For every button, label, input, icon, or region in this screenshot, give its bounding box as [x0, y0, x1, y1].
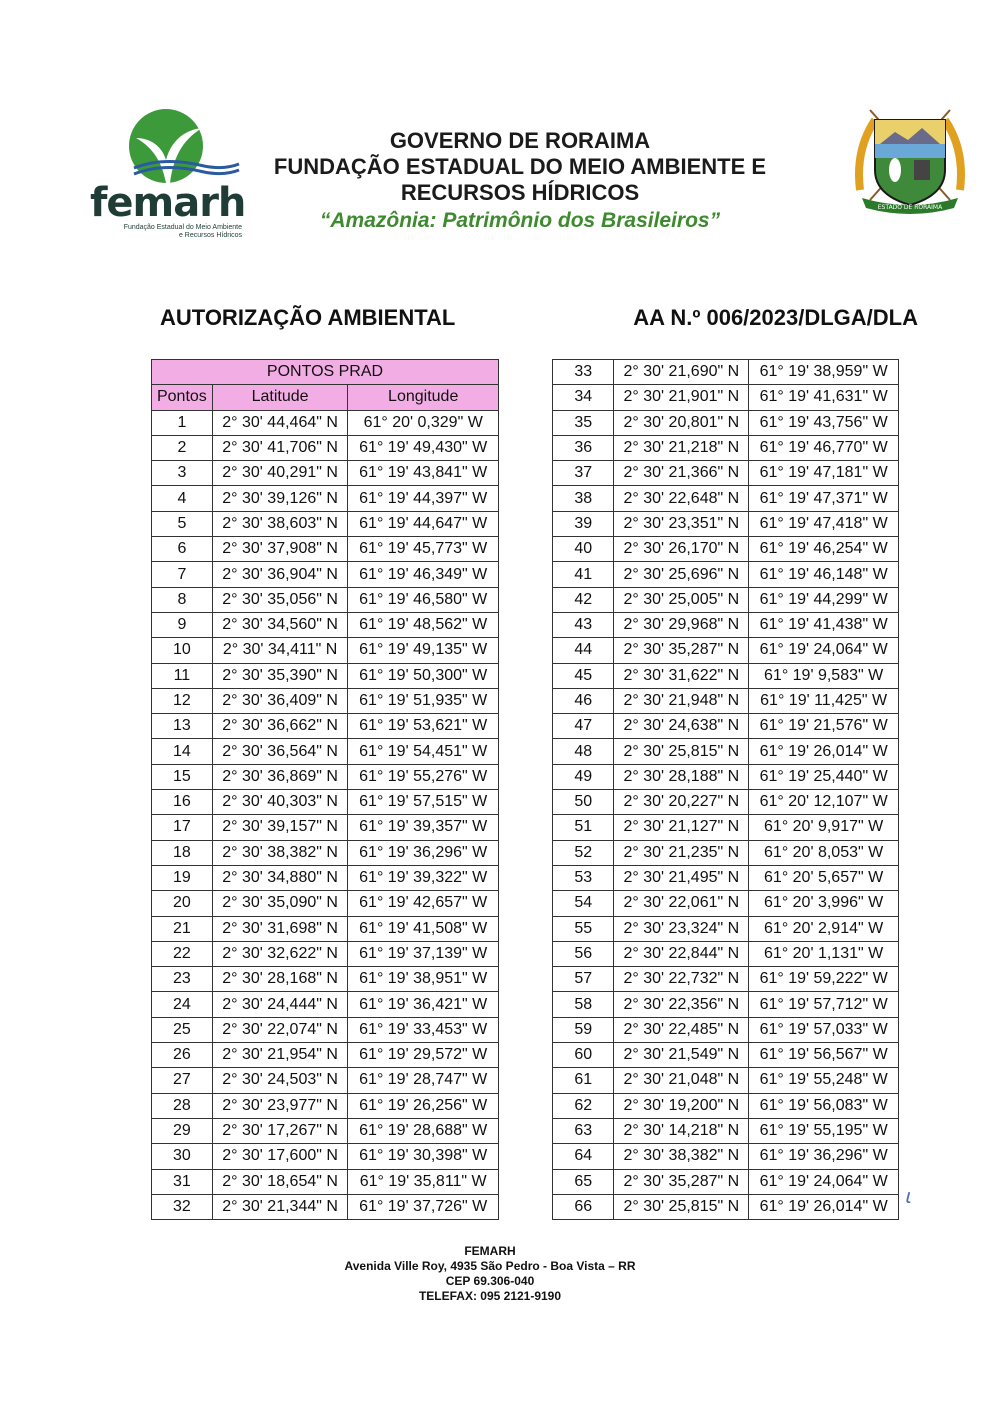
table-row: [553, 1194, 899, 1219]
coordinates-table-right: [552, 359, 899, 1220]
latitude-cell: 2° 30' 38,382" N: [614, 1144, 749, 1169]
longitude-cell: 61° 19' 59,222" W: [749, 967, 899, 992]
longitude-cell: 61° 19' 47,418" W: [749, 511, 899, 536]
table-row: [553, 435, 899, 460]
point-number-cell: 57: [553, 967, 614, 992]
table-row: [152, 916, 499, 941]
handwritten-initial-mark: ꙇ: [904, 1186, 911, 1208]
point-number-cell: 36: [553, 435, 614, 460]
table-row: [152, 1194, 499, 1219]
longitude-cell: 61° 19' 36,296" W: [348, 840, 499, 865]
point-number-cell: 13: [152, 714, 213, 739]
table-row: [553, 562, 899, 587]
table-row: [553, 891, 899, 916]
latitude-cell: 2° 30' 20,227" N: [614, 790, 749, 815]
table-row: [152, 587, 499, 612]
logo-wordmark: femarh: [90, 180, 246, 226]
longitude-cell: 61° 19' 39,357" W: [348, 815, 499, 840]
header-line1: GOVERNO DE RORAIMA: [389, 128, 651, 153]
table-row: [152, 1093, 499, 1118]
latitude-cell: 2° 30' 21,218" N: [614, 435, 749, 460]
latitude-cell: 2° 30' 35,056" N: [212, 587, 348, 612]
longitude-cell: 61° 19' 54,451" W: [348, 739, 499, 764]
latitude-cell: 2° 30' 21,127" N: [614, 815, 749, 840]
point-number-cell: 27: [152, 1068, 213, 1093]
point-number-cell: 20: [152, 891, 213, 916]
point-number-cell: 6: [152, 537, 213, 562]
longitude-cell: 61° 19' 57,033" W: [749, 1017, 899, 1042]
point-number-cell: 59: [553, 1017, 614, 1042]
latitude-cell: 2° 30' 22,485" N: [614, 1017, 749, 1042]
logo-subtitle: [90, 224, 242, 240]
longitude-cell: 61° 19' 56,083" W: [749, 1093, 899, 1118]
point-number-cell: 32: [152, 1194, 213, 1219]
footer-address: Avenida Ville Roy, 4935 São Pedro - Boa Vista – RR: [344, 1259, 636, 1273]
latitude-cell: 2° 30' 40,303" N: [212, 790, 348, 815]
longitude-cell: 61° 19' 35,811" W: [348, 1169, 499, 1194]
latitude-cell: 2° 30' 25,696" N: [614, 562, 749, 587]
longitude-cell: 61° 20' 3,996" W: [749, 891, 899, 916]
latitude-cell: 2° 30' 34,880" N: [212, 865, 348, 890]
table-row: [553, 1093, 899, 1118]
table-row: [152, 1144, 499, 1169]
point-number-cell: 61: [553, 1068, 614, 1093]
point-number-cell: 31: [152, 1169, 213, 1194]
table-row: [553, 638, 899, 663]
point-number-cell: 46: [553, 688, 614, 713]
longitude-cell: 61° 19' 42,657" W: [348, 891, 499, 916]
point-number-cell: 21: [152, 916, 213, 941]
table-row: [152, 1043, 499, 1068]
longitude-cell: 61° 19' 37,139" W: [348, 941, 499, 966]
table-row: [553, 714, 899, 739]
longitude-cell: 61° 20' 8,053" W: [749, 840, 899, 865]
latitude-cell: 2° 30' 44,464" N: [212, 410, 348, 435]
table-row: [152, 967, 499, 992]
coordinates-table-left: [151, 359, 499, 1220]
table-row: [152, 739, 499, 764]
point-number-cell: 49: [553, 764, 614, 789]
latitude-cell: 2° 30' 23,351" N: [614, 511, 749, 536]
point-number-cell: 47: [553, 714, 614, 739]
latitude-cell: 2° 30' 38,603" N: [212, 511, 348, 536]
latitude-cell: 2° 30' 25,005" N: [614, 587, 749, 612]
latitude-cell: 2° 30' 20,801" N: [614, 410, 749, 435]
table-row: [152, 638, 499, 663]
latitude-cell: 2° 30' 21,495" N: [614, 865, 749, 890]
table-row: [152, 486, 499, 511]
longitude-cell: 61° 19' 30,398" W: [348, 1144, 499, 1169]
table-row: [553, 992, 899, 1017]
longitude-cell: 61° 19' 36,421" W: [348, 992, 499, 1017]
header-line2: FUNDAÇÃO ESTADUAL DO MEIO AMBIENTE E: [273, 154, 767, 179]
latitude-cell: 2° 30' 21,344" N: [212, 1194, 348, 1219]
latitude-cell: 2° 30' 35,090" N: [212, 891, 348, 916]
point-number-cell: 40: [553, 537, 614, 562]
latitude-cell: 2° 30' 35,390" N: [212, 663, 348, 688]
femarh-logo: [84, 108, 244, 243]
longitude-cell: 61° 19' 24,064" W: [749, 638, 899, 663]
latitude-cell: 2° 30' 32,622" N: [212, 941, 348, 966]
point-number-cell: 54: [553, 891, 614, 916]
longitude-cell: 61° 19' 26,014" W: [749, 1194, 899, 1219]
table-row: [152, 562, 499, 587]
point-number-cell: 52: [553, 840, 614, 865]
table-row: [553, 587, 899, 612]
table-row: [553, 1118, 899, 1143]
table-row: [152, 1017, 499, 1042]
table-row: [553, 764, 899, 789]
footer-org: FEMARH: [464, 1244, 516, 1258]
longitude-cell: 61° 20' 5,657" W: [749, 865, 899, 890]
latitude-cell: 2° 30' 36,564" N: [212, 739, 348, 764]
longitude-cell: 61° 19' 46,580" W: [348, 587, 499, 612]
point-number-cell: 24: [152, 992, 213, 1017]
header-motto: “Amazônia: Patrimônio dos Brasileiros”: [319, 209, 721, 232]
longitude-cell: 61° 19' 57,515" W: [348, 790, 499, 815]
table-row: [152, 1118, 499, 1143]
point-number-cell: 23: [152, 967, 213, 992]
table-row: [152, 1169, 499, 1194]
document-title: AUTORIZAÇÃO AMBIENTAL: [160, 305, 456, 330]
point-number-cell: 4: [152, 486, 213, 511]
latitude-cell: 2° 30' 37,908" N: [212, 537, 348, 562]
longitude-cell: 61° 20' 12,107" W: [749, 790, 899, 815]
document-number: AA N.º 006/2023/DLGA/DLA: [633, 305, 918, 330]
point-number-cell: 62: [553, 1093, 614, 1118]
point-number-cell: 45: [553, 663, 614, 688]
logo-subtitle-line2: e Recursos Hídricos: [178, 232, 242, 239]
table-row: [152, 461, 499, 486]
longitude-cell: 61° 20' 2,914" W: [749, 916, 899, 941]
longitude-cell: 61° 19' 43,756" W: [749, 410, 899, 435]
longitude-cell: 61° 19' 38,951" W: [348, 967, 499, 992]
longitude-cell: 61° 19' 9,583" W: [749, 663, 899, 688]
table-row: [553, 1144, 899, 1169]
point-number-cell: 1: [152, 410, 213, 435]
table-row: [553, 688, 899, 713]
longitude-cell: 61° 19' 24,064" W: [749, 1169, 899, 1194]
longitude-cell: 61° 19' 26,014" W: [749, 739, 899, 764]
header-line3: RECURSOS HÍDRICOS: [400, 180, 640, 205]
point-number-cell: 60: [553, 1043, 614, 1068]
table-row: [152, 790, 499, 815]
latitude-cell: 2° 30' 36,904" N: [212, 562, 348, 587]
logo-subtitle-line1: Fundação Estadual do Meio Ambiente: [123, 224, 242, 231]
footer-cep: CEP 69.306-040: [445, 1274, 535, 1288]
latitude-cell: 2° 30' 39,126" N: [212, 486, 348, 511]
table-row: [553, 916, 899, 941]
longitude-cell: 61° 19' 41,438" W: [749, 612, 899, 637]
table-row: [553, 790, 899, 815]
latitude-cell: 2° 30' 21,901" N: [614, 385, 749, 410]
point-number-cell: 55: [553, 916, 614, 941]
table-row: [152, 612, 499, 637]
longitude-cell: 61° 20' 1,131" W: [749, 941, 899, 966]
point-number-cell: 43: [553, 612, 614, 637]
state-crest-icon: [850, 100, 970, 220]
point-number-cell: 3: [152, 461, 213, 486]
table-row: [553, 511, 899, 536]
point-number-cell: 14: [152, 739, 213, 764]
table-row: [152, 840, 499, 865]
longitude-cell: 61° 19' 47,371" W: [749, 486, 899, 511]
point-number-cell: 12: [152, 688, 213, 713]
latitude-cell: 2° 30' 28,168" N: [212, 967, 348, 992]
longitude-cell: 61° 19' 37,726" W: [348, 1194, 499, 1219]
point-number-cell: 29: [152, 1118, 213, 1143]
table-row: [553, 840, 899, 865]
latitude-cell: 2° 30' 17,600" N: [212, 1144, 348, 1169]
longitude-cell: 61° 19' 41,508" W: [348, 916, 499, 941]
longitude-cell: 61° 19' 38,959" W: [749, 360, 899, 385]
point-number-cell: 28: [152, 1093, 213, 1118]
latitude-cell: 2° 30' 40,291" N: [212, 461, 348, 486]
table-caption: PONTOS PRAD: [152, 360, 499, 385]
latitude-cell: 2° 30' 39,157" N: [212, 815, 348, 840]
latitude-cell: 2° 30' 21,954" N: [212, 1043, 348, 1068]
latitude-cell: 2° 30' 24,503" N: [212, 1068, 348, 1093]
table-row: [152, 663, 499, 688]
latitude-cell: 2° 30' 36,869" N: [212, 764, 348, 789]
longitude-cell: 61° 19' 25,440" W: [749, 764, 899, 789]
point-number-cell: 50: [553, 790, 614, 815]
latitude-cell: 2° 30' 31,698" N: [212, 916, 348, 941]
table-row: [152, 815, 499, 840]
latitude-cell: 2° 30' 17,267" N: [212, 1118, 348, 1143]
point-number-cell: 41: [553, 562, 614, 587]
longitude-cell: 61° 19' 57,712" W: [749, 992, 899, 1017]
longitude-cell: 61° 19' 50,300" W: [348, 663, 499, 688]
latitude-cell: 2° 30' 22,356" N: [614, 992, 749, 1017]
point-number-cell: 53: [553, 865, 614, 890]
table-row: [553, 1043, 899, 1068]
latitude-cell: 2° 30' 21,048" N: [614, 1068, 749, 1093]
point-number-cell: 42: [553, 587, 614, 612]
latitude-cell: 2° 30' 21,366" N: [614, 461, 749, 486]
table-row: [553, 739, 899, 764]
longitude-cell: 61° 19' 55,276" W: [348, 764, 499, 789]
table-row: [553, 486, 899, 511]
longitude-cell: 61° 20' 0,329" W: [348, 410, 499, 435]
latitude-cell: 2° 30' 23,977" N: [212, 1093, 348, 1118]
leaf-logo-icon: [114, 108, 244, 188]
longitude-cell: 61° 19' 46,349" W: [348, 562, 499, 587]
header-text: [250, 128, 790, 236]
footer: [300, 1244, 680, 1304]
point-number-cell: 64: [553, 1144, 614, 1169]
latitude-cell: 2° 30' 25,815" N: [614, 1194, 749, 1219]
latitude-cell: 2° 30' 14,218" N: [614, 1118, 749, 1143]
latitude-cell: 2° 30' 22,074" N: [212, 1017, 348, 1042]
table-row: [553, 461, 899, 486]
point-number-cell: 44: [553, 638, 614, 663]
longitude-cell: 61° 19' 48,562" W: [348, 612, 499, 637]
table-row: [553, 1169, 899, 1194]
latitude-cell: 2° 30' 25,815" N: [614, 739, 749, 764]
point-number-cell: 26: [152, 1043, 213, 1068]
latitude-cell: 2° 30' 23,324" N: [614, 916, 749, 941]
longitude-cell: 61° 19' 53,621" W: [348, 714, 499, 739]
table-row: [152, 992, 499, 1017]
point-number-cell: 19: [152, 865, 213, 890]
table-row: [152, 865, 499, 890]
latitude-cell: 2° 30' 41,706" N: [212, 435, 348, 460]
latitude-cell: 2° 30' 21,948" N: [614, 688, 749, 713]
latitude-cell: 2° 30' 34,560" N: [212, 612, 348, 637]
point-number-cell: 9: [152, 612, 213, 637]
table-row: [553, 865, 899, 890]
latitude-cell: 2° 30' 28,188" N: [614, 764, 749, 789]
latitude-cell: 2° 30' 29,968" N: [614, 612, 749, 637]
point-number-cell: 33: [553, 360, 614, 385]
point-number-cell: 18: [152, 840, 213, 865]
point-number-cell: 38: [553, 486, 614, 511]
longitude-cell: 61° 19' 45,773" W: [348, 537, 499, 562]
column-header-latitude: Latitude: [212, 385, 348, 410]
point-number-cell: 66: [553, 1194, 614, 1219]
latitude-cell: 2° 30' 24,444" N: [212, 992, 348, 1017]
point-number-cell: 11: [152, 663, 213, 688]
longitude-cell: 61° 19' 28,688" W: [348, 1118, 499, 1143]
table-row: [553, 1068, 899, 1093]
longitude-cell: 61° 19' 28,747" W: [348, 1068, 499, 1093]
longitude-cell: 61° 19' 29,572" W: [348, 1043, 499, 1068]
longitude-cell: 61° 19' 21,576" W: [749, 714, 899, 739]
longitude-cell: 61° 19' 39,322" W: [348, 865, 499, 890]
column-header-pontos: Pontos: [152, 385, 213, 410]
longitude-cell: 61° 19' 11,425" W: [749, 688, 899, 713]
latitude-cell: 2° 30' 34,411" N: [212, 638, 348, 663]
latitude-cell: 2° 30' 22,844" N: [614, 941, 749, 966]
table-row: [553, 612, 899, 637]
longitude-cell: 61° 19' 26,256" W: [348, 1093, 499, 1118]
longitude-cell: 61° 19' 56,567" W: [749, 1043, 899, 1068]
point-number-cell: 63: [553, 1118, 614, 1143]
footer-phone: TELEFAX: 095 2121-9190: [418, 1289, 562, 1303]
table-row: [553, 360, 899, 385]
latitude-cell: 2° 30' 18,654" N: [212, 1169, 348, 1194]
column-header-longitude: Longitude: [348, 385, 499, 410]
table-row: [152, 537, 499, 562]
latitude-cell: 2° 30' 22,648" N: [614, 486, 749, 511]
table-row: [553, 1017, 899, 1042]
latitude-cell: 2° 30' 21,549" N: [614, 1043, 749, 1068]
latitude-cell: 2° 30' 21,235" N: [614, 840, 749, 865]
latitude-cell: 2° 30' 31,622" N: [614, 663, 749, 688]
point-number-cell: 10: [152, 638, 213, 663]
latitude-cell: 2° 30' 35,287" N: [614, 638, 749, 663]
point-number-cell: 34: [553, 385, 614, 410]
point-number-cell: 30: [152, 1144, 213, 1169]
table-row: [553, 815, 899, 840]
longitude-cell: 61° 19' 55,195" W: [749, 1118, 899, 1143]
table-row: [152, 891, 499, 916]
latitude-cell: 2° 30' 36,662" N: [212, 714, 348, 739]
point-number-cell: 37: [553, 461, 614, 486]
longitude-cell: 61° 19' 43,841" W: [348, 461, 499, 486]
table-row: [553, 410, 899, 435]
point-number-cell: 65: [553, 1169, 614, 1194]
table-row: [553, 385, 899, 410]
table-row: [152, 714, 499, 739]
table-row: [152, 941, 499, 966]
point-number-cell: 7: [152, 562, 213, 587]
latitude-cell: 2° 30' 38,382" N: [212, 840, 348, 865]
point-number-cell: 39: [553, 511, 614, 536]
longitude-cell: 61° 19' 41,631" W: [749, 385, 899, 410]
latitude-cell: 2° 30' 26,170" N: [614, 537, 749, 562]
longitude-cell: 61° 19' 46,148" W: [749, 562, 899, 587]
latitude-cell: 2° 30' 22,732" N: [614, 967, 749, 992]
table-row: [152, 1068, 499, 1093]
latitude-cell: 2° 30' 19,200" N: [614, 1093, 749, 1118]
longitude-cell: 61° 19' 46,254" W: [749, 537, 899, 562]
longitude-cell: 61° 19' 51,935" W: [348, 688, 499, 713]
point-number-cell: 51: [553, 815, 614, 840]
point-number-cell: 15: [152, 764, 213, 789]
longitude-cell: 61° 19' 46,770" W: [749, 435, 899, 460]
point-number-cell: 58: [553, 992, 614, 1017]
longitude-cell: 61° 19' 49,135" W: [348, 638, 499, 663]
latitude-cell: 2° 30' 24,638" N: [614, 714, 749, 739]
table-row: [152, 688, 499, 713]
longitude-cell: 61° 19' 47,181" W: [749, 461, 899, 486]
table-row: [553, 537, 899, 562]
table-row: [152, 410, 499, 435]
table-row: [553, 663, 899, 688]
latitude-cell: 2° 30' 22,061" N: [614, 891, 749, 916]
longitude-cell: 61° 19' 44,647" W: [348, 511, 499, 536]
longitude-cell: 61° 19' 49,430" W: [348, 435, 499, 460]
longitude-cell: 61° 19' 55,248" W: [749, 1068, 899, 1093]
point-number-cell: 8: [152, 587, 213, 612]
table-row: [152, 511, 499, 536]
latitude-cell: 2° 30' 35,287" N: [614, 1169, 749, 1194]
longitude-cell: 61° 20' 9,917" W: [749, 815, 899, 840]
point-number-cell: 48: [553, 739, 614, 764]
point-number-cell: 2: [152, 435, 213, 460]
table-row: [553, 941, 899, 966]
point-number-cell: 16: [152, 790, 213, 815]
longitude-cell: 61° 19' 44,397" W: [348, 486, 499, 511]
longitude-cell: 61° 19' 44,299" W: [749, 587, 899, 612]
point-number-cell: 5: [152, 511, 213, 536]
table-row: [152, 435, 499, 460]
latitude-cell: 2° 30' 36,409" N: [212, 688, 348, 713]
longitude-cell: 61° 19' 36,296" W: [749, 1144, 899, 1169]
crest-ribbon-text: ESTADO DE RORAIMA: [877, 204, 943, 211]
point-number-cell: 35: [553, 410, 614, 435]
longitude-cell: 61° 19' 33,453" W: [348, 1017, 499, 1042]
point-number-cell: 22: [152, 941, 213, 966]
point-number-cell: 56: [553, 941, 614, 966]
point-number-cell: 17: [152, 815, 213, 840]
table-row: [152, 764, 499, 789]
table-row: [553, 967, 899, 992]
point-number-cell: 25: [152, 1017, 213, 1042]
latitude-cell: 2° 30' 21,690" N: [614, 360, 749, 385]
